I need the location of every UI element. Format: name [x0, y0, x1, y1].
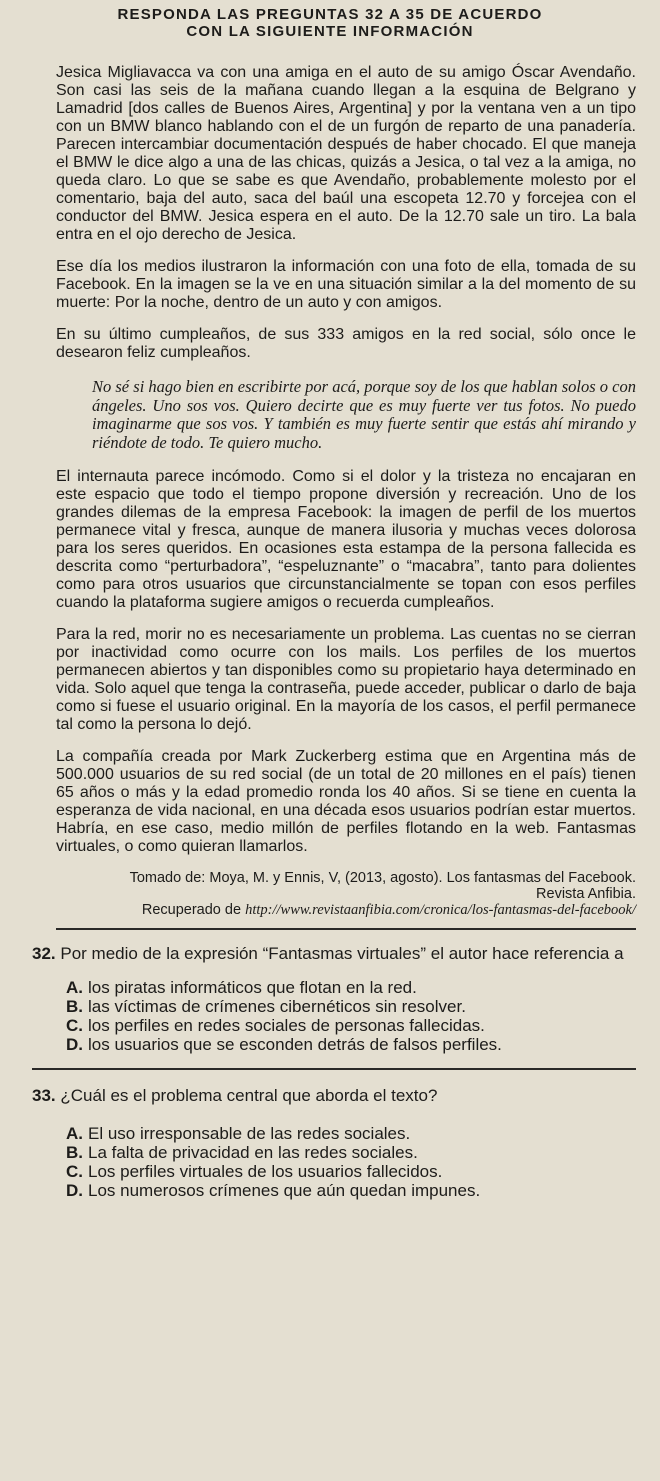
option-letter: C. [66, 1162, 83, 1181]
option-text: Los numerosos crímenes que aún quedan impunes. [88, 1181, 481, 1200]
source-url: http://www.revistaanfibia.com/cronica/los-fantasmas-del-facebook/ [245, 902, 636, 918]
question-number: 33. [32, 1086, 56, 1105]
option-text: La falta de privacidad en las redes sociales. [88, 1143, 418, 1162]
answer-option-a[interactable] [66, 1124, 636, 1143]
answer-option-d[interactable] [66, 1181, 636, 1200]
option-letter: D. [66, 1035, 83, 1054]
answer-option-c[interactable] [66, 1016, 636, 1035]
instructions-header [24, 0, 636, 40]
answer-option-c[interactable] [66, 1162, 636, 1181]
option-text: los perfiles en redes sociales de personas fallecidas. [88, 1016, 485, 1035]
option-letter: B. [66, 997, 83, 1016]
answer-option-b[interactable] [66, 1143, 636, 1162]
question-33 [32, 1086, 636, 1200]
article-paragraph: Ese día los medios ilustraron la información con una foto de ella, tomada de su Facebook. En la imagen se la ve en una situación similar a la del momento de su muerte: Por la noche, dentro de un auto y con amigos. [56, 258, 636, 311]
divider [56, 928, 636, 930]
option-text: Los perfiles virtuales de los usuarios fallecidos. [88, 1162, 443, 1181]
option-text: los piratas informáticos que flotan en la red. [88, 978, 417, 997]
article-paragraph: La compañía creada por Mark Zuckerberg estima que en Argentina más de 500.000 usuarios de su red social (de un total de 20 millones en el país) tienen 65 años o más y la edad promedio ronda los 40 años. Si se tiene en cuenta la esperanza de vida nacional, en una década esos usuarios podrían estar muertos. Habría, en ese caso, medio millón de perfiles flotando en la web. Fantasmas virtuales, o como quieran llamarlos. [56, 748, 636, 855]
option-letter: C. [66, 1016, 83, 1035]
header-line-1: RESPONDA LAS PREGUNTAS 32 A 35 DE ACUERDO [117, 6, 543, 23]
answer-option-a[interactable] [66, 978, 636, 997]
question-text: ¿Cuál es el problema central que aborda el texto? [60, 1086, 438, 1105]
source-url-line [56, 902, 636, 918]
divider [32, 1068, 636, 1070]
option-letter: D. [66, 1181, 83, 1200]
article-paragraph: En su último cumpleaños, de sus 333 amigos en la red social, sólo once le desearon feliz cumpleaños. [56, 326, 636, 361]
question-number: 32. [32, 944, 56, 963]
source-journal: Revista Anfibia. [536, 886, 636, 902]
source-citation: Tomado de: Moya, M. y Ennis, V, (2013, agosto). Los fantasmas del Facebook. [129, 870, 636, 886]
question-stem [32, 944, 636, 964]
question-stem [32, 1086, 636, 1106]
option-text: los usuarios que se esconden detrás de falsos perfiles. [88, 1035, 502, 1054]
facebook-quote: No sé si hago bien en escribirte por acá, porque soy de los que hablan solos o con ángeles. Uno sos vos. Quiero decirte que es muy fuerte ver tus fotos. No puedo imaginarme que sos vos. Y también es muy fuerte sentir que estás ahí mirando y riéndote de todo. Te quiero mucho. [92, 377, 636, 452]
question-text: Por medio de la expresión “Fantasmas virtuales” el autor hace referencia a [60, 944, 624, 963]
header-line-2: CON LA SIGUIENTE INFORMACIÓN [186, 23, 474, 40]
article-paragraph: Jesica Migliavacca va con una amiga en el auto de su amigo Óscar Avendaño. Son casi las seis de la mañana cuando llegan a la esquina de Belgrano y Lamadrid [dos calles de Buenos Aires, Argentina] y por la ventana ven a un tipo con un BMW blanco hablando con el de un furgón de reparto de una panadería. Parecen intercambiar documentación después de haber chocado. El que maneja el BMW le dice algo a una de las chicas, quizás a Jesica, o tal vez a la amiga, no queda claro. Lo que se sabe es que Avendaño, probablemente molesto por el comentario, baja del auto, saca del baúl una escopeta 12.70 y forcejea con el conductor del BMW. Jesica espera en el auto. De la 12.70 sale un tiro. La bala entra en el ojo derecho de Jesica. [56, 64, 636, 243]
option-letter: A. [66, 1124, 83, 1143]
article-source [56, 870, 636, 918]
question-32 [32, 944, 636, 1054]
option-letter: A. [66, 978, 83, 997]
answer-option-d[interactable] [66, 1035, 636, 1054]
option-text: El uso irresponsable de las redes sociales. [88, 1124, 411, 1143]
answer-option-b[interactable] [66, 997, 636, 1016]
article-paragraph: El internauta parece incómodo. Como si el dolor y la tristeza no encajaran en este espacio que todo el tiempo propone diversión y recreación. Uno de los grandes dilemas de la empresa Facebook: la imagen de perfil de los muertos permanece vital y fresca, aunque de manera ilusoria y muchas veces dolorosa para los seres queridos. En ocasiones esta estampa de la persona fallecida es descrita como “perturbadora”, “espeluznante” o “macabra”, tanto para dolientes como para otros usuarios que circunstancialmente se topan con esos perfiles cuando la plataforma sugiere amigos o recuerda cumpleaños. [56, 468, 636, 611]
article [56, 64, 636, 918]
article-paragraph: Para la red, morir no es necesariamente un problema. Las cuentas no se cierran por inactividad como ocurre con los mails. Los perfiles de los muertos permanecen abiertos y tan disponibles como su propietario haya determinado en vida. Solo aquel que tenga la contraseña, puede acceder, publicar o darlo de baja como si fuese el usuario original. En la mayoría de los casos, el perfil permanece tal como la persona lo dejó. [56, 626, 636, 733]
option-text: las víctimas de crímenes cibernéticos sin resolver. [88, 997, 466, 1016]
option-letter: B. [66, 1143, 83, 1162]
source-prefix: Recuperado de [141, 902, 242, 918]
